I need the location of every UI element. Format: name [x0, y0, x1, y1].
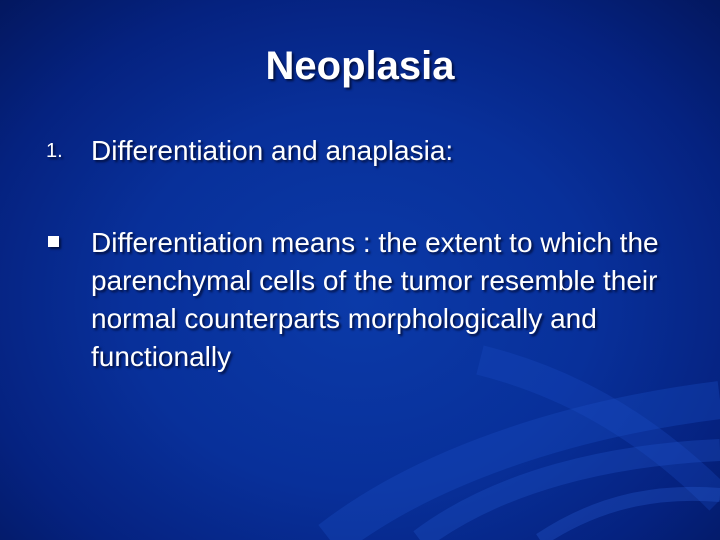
square-bullet-icon — [48, 236, 59, 247]
list-item-text: Differentiation and anaplasia: — [91, 135, 454, 166]
list-item-number: 1. — [46, 140, 63, 162]
slide-title: Neoplasia — [265, 44, 455, 88]
list-item-text: Differentiation means : the extent to which the parenchymal cells of the tumor resemble their normal counterparts morphologically and functionally — [91, 227, 659, 372]
swirl-arc-4 — [540, 494, 720, 540]
swirl-arc-1 — [330, 400, 720, 540]
